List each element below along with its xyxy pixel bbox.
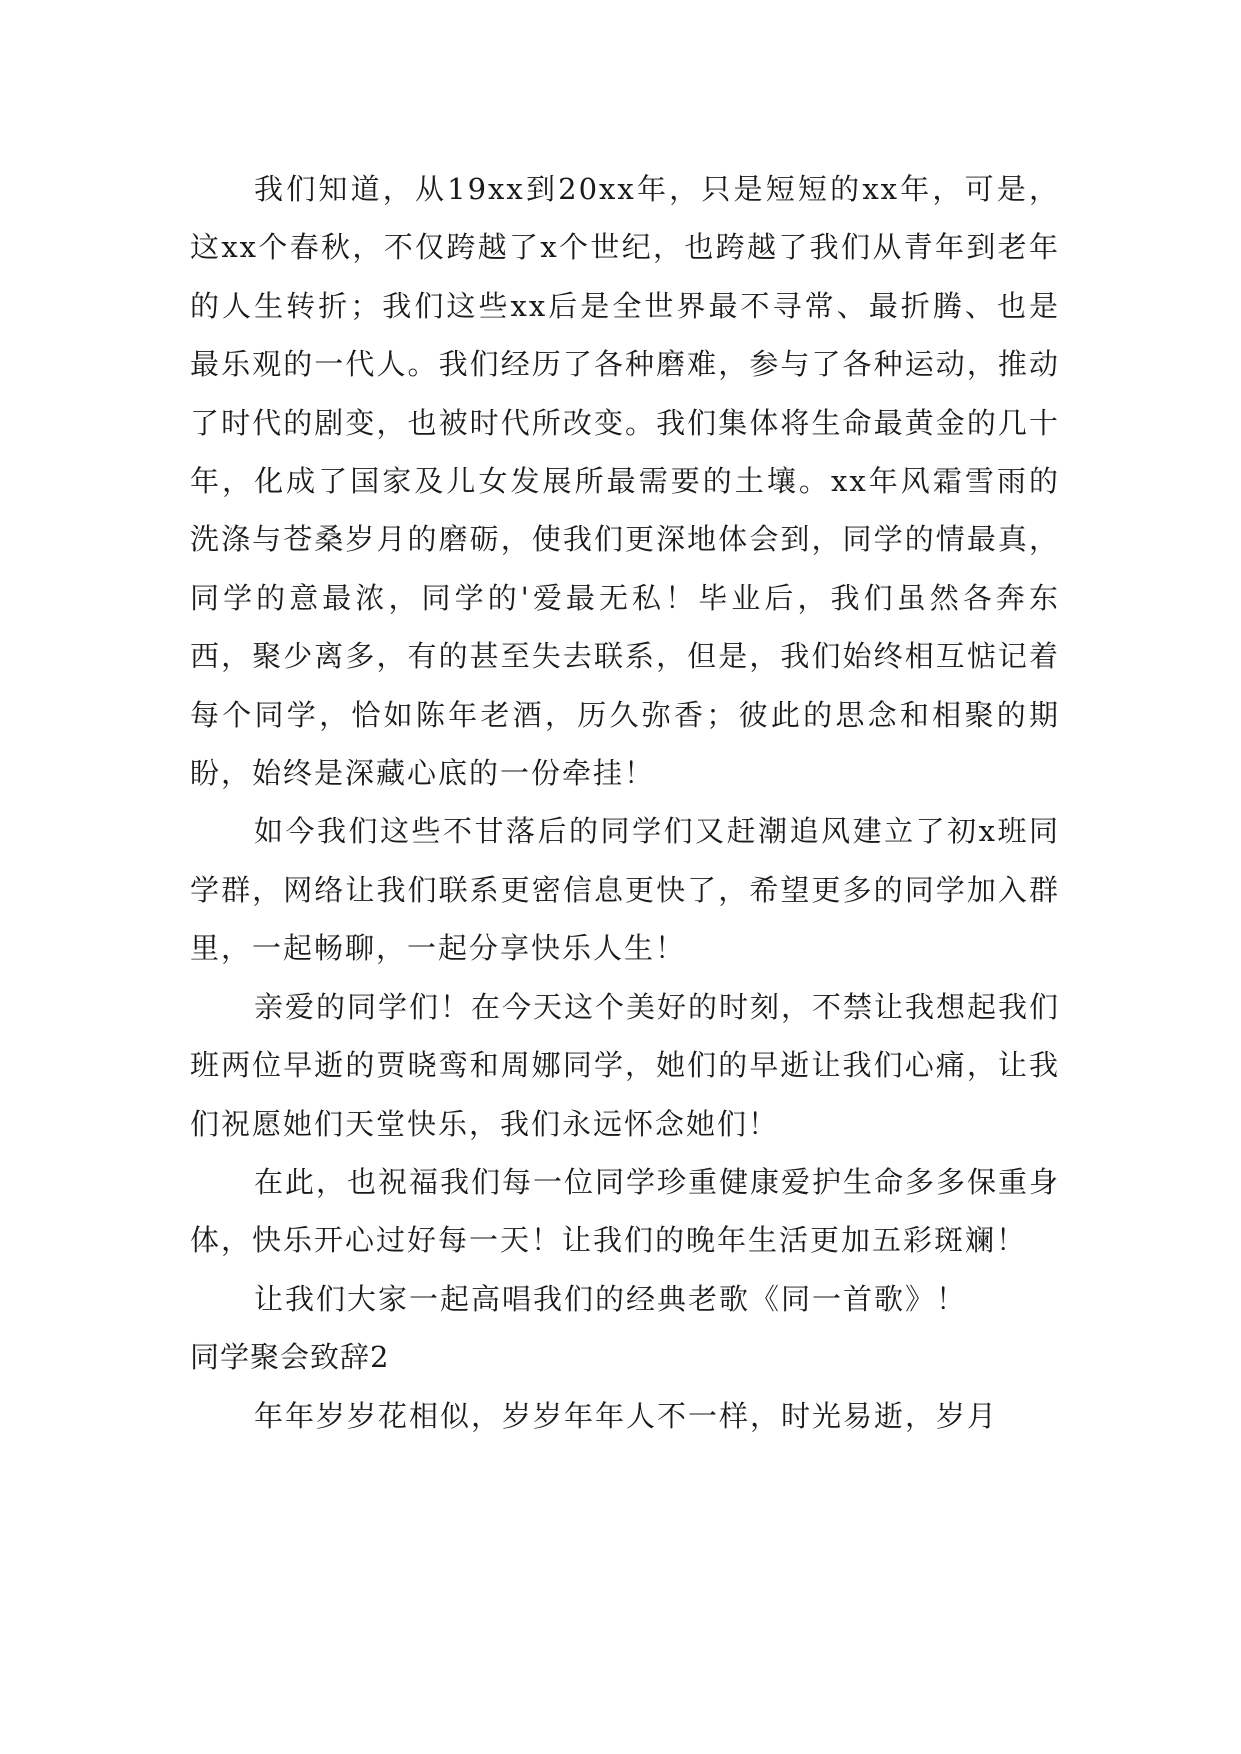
paragraph-1: 我们知道，从19xx到20xx年，只是短短的xx年，可是，这xx个春秋，不仅跨越了x个世纪，也跨越了我们从青年到老年的人生转折；我们这些xx后是全世界最不寻常、最折腾、也是最乐观的一代人。我们经历了各种磨难，参与了各种运动，推动了时代的剧变，也被时代所改变。我们集体将生命最黄金的几十年，化成了国家及儿女发展所最需要的土壤。xx年风霜雪雨的洗涤与苍桑岁月的磨砺，使我们更深地体会到，同学的情最真，同学的意最浓，同学的'爱最无私！毕业后，我们虽然各奔东西，聚少离多，有的甚至失去联系，但是，我们始终相互惦记着每个同学，恰如陈年老酒，历久弥香；彼此的思念和相聚的期盼，始终是深藏心底的一份牵挂！: [190, 172, 1060, 791]
paragraph-5: 让我们大家一起高唱我们的经典老歌《同一首歌》！: [254, 1281, 968, 1316]
paragraph-final: 年年岁岁花相似，岁岁年年人不一样，时光易逝，岁月: [254, 1398, 999, 1433]
paragraph-2: 如今我们这些不甘落后的同学们又赶潮追风建立了初x班同学群，网络让我们联系更密信息更快了，希望更多的同学加入群里，一起畅聊，一起分享快乐人生！: [190, 814, 1060, 966]
document-body: [190, 160, 1060, 1445]
paragraph-4: 在此，也祝福我们每一位同学珍重健康爱护生命多多保重身体，快乐开心过好每一天！让我们的晚年生活更加五彩斑斓！: [190, 1164, 1061, 1258]
paragraph-3: 亲爱的同学们！在今天这个美好的时刻，不禁让我想起我们班两位早逝的贾晓鸾和周娜同学，她们的早逝让我们心痛，让我们祝愿她们天堂快乐，我们永远怀念她们！: [190, 989, 1061, 1141]
section-heading: 同学聚会致辞2: [190, 1340, 390, 1375]
